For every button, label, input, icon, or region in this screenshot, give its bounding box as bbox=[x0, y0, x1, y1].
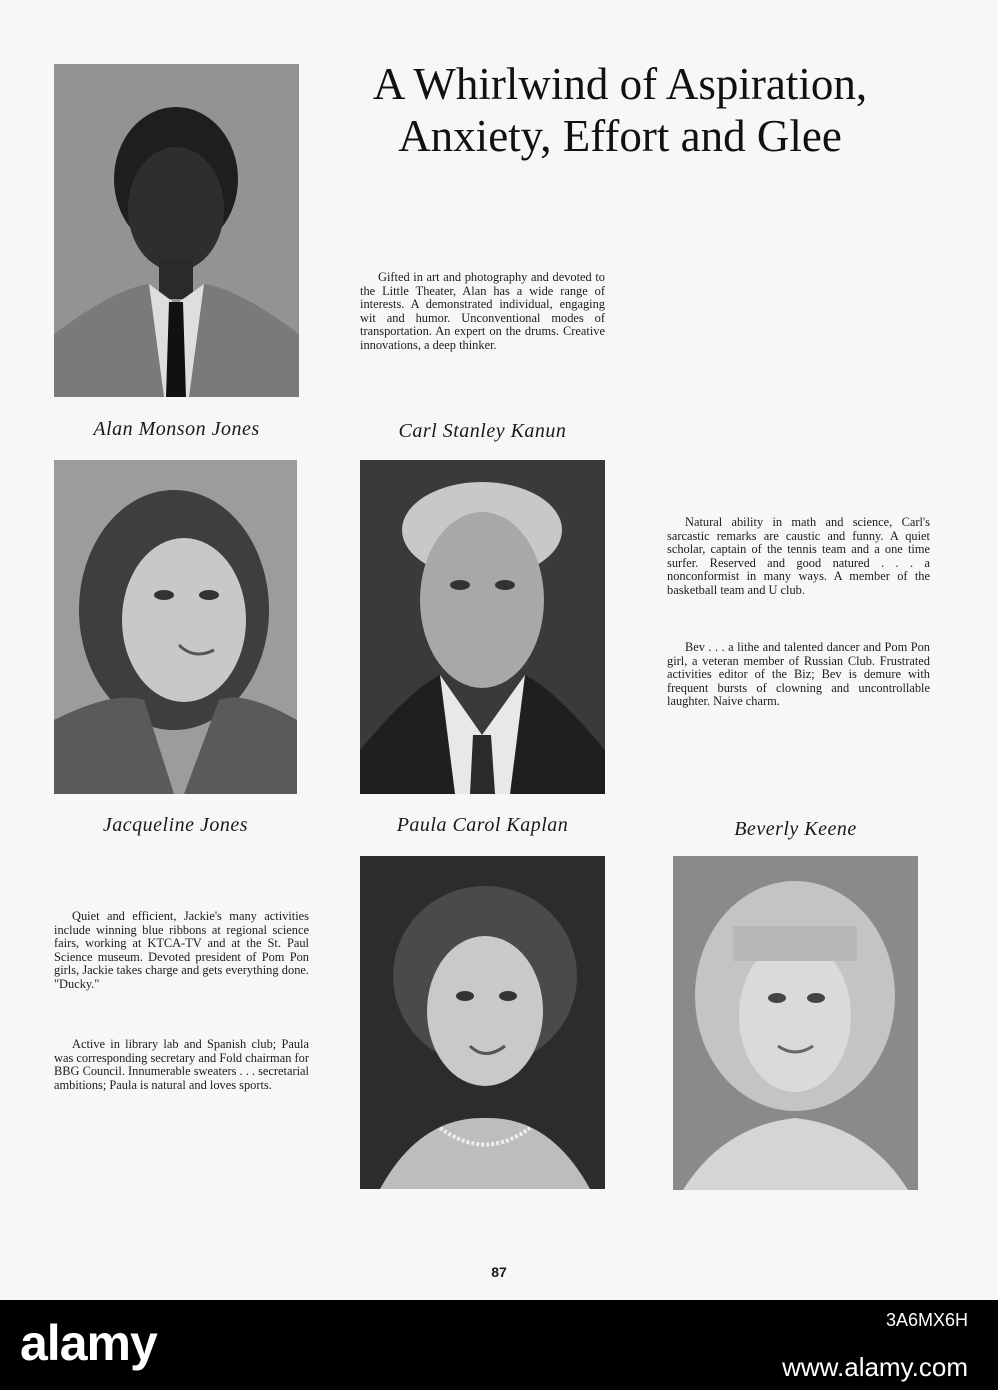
page-title bbox=[300, 58, 940, 162]
student-name: Carl Stanley Kanun bbox=[398, 420, 567, 442]
watermark-footer bbox=[0, 1300, 998, 1390]
student-name: Alan Monson Jones bbox=[93, 418, 260, 440]
portrait-photo-beverly bbox=[673, 856, 918, 1190]
student-name: Paula Carol Kaplan bbox=[396, 814, 569, 836]
student-bio: Bev . . . a lithe and talented dancer and Pom Pon girl, a veteran member of Russian Club. Frustrated activities editor of the Biz; Bev is demure with frequent bursts of clowning and uncontrollable laughter. Naive charm. bbox=[667, 640, 930, 709]
portrait-photo-alan bbox=[54, 64, 299, 397]
student-bio: Gifted in art and photography and devoted to the Little Theater, Alan has a wide range of interests. A demonstrated individual, engaging wit and humor. Unconventional modes of transportation. An expert on the drums. Creative innovations, a deep thinker. bbox=[360, 270, 605, 352]
title-line-2: Anxiety, Effort and Glee bbox=[398, 111, 842, 161]
portrait-photo-carl bbox=[360, 460, 605, 794]
footer-url[interactable]: www.alamy.com bbox=[782, 1352, 968, 1382]
student-bio: Natural ability in math and science, Carl's sarcastic remarks are caustic and funny. A quiet scholar, captain of the tennis team and a one time surfer. Reserved and good natured . . . a nonconformist in many ways. A member of the basketball team and U club. bbox=[667, 515, 930, 597]
title-line-1: A Whirlwind of Aspiration, bbox=[372, 59, 868, 109]
student-name: Beverly Keene bbox=[734, 818, 857, 840]
student-bio: Active in library lab and Spanish club; Paula was corresponding secretary and Fold chairman for BBG Council. Innumerable sweaters . . . secretarial ambitions; Paula is natural and loves sports. bbox=[54, 1037, 309, 1092]
page-number: 87 bbox=[491, 1264, 507, 1280]
student-bio: Quiet and efficient, Jackie's many activities include winning blue ribbons at regional science fairs, working at KTCA-TV and at the St. Paul Science museum. Devoted president of Pom Pon girls, Jackie takes charge and gets everything done. "Ducky." bbox=[54, 909, 309, 991]
student-name: Jacqueline Jones bbox=[102, 814, 249, 836]
image-id: 3A6MX6H bbox=[885, 1310, 968, 1330]
alamy-logo: alamy bbox=[20, 1315, 157, 1371]
portrait-photo-jacqueline bbox=[54, 460, 297, 794]
portrait-photo-paula bbox=[360, 856, 605, 1189]
